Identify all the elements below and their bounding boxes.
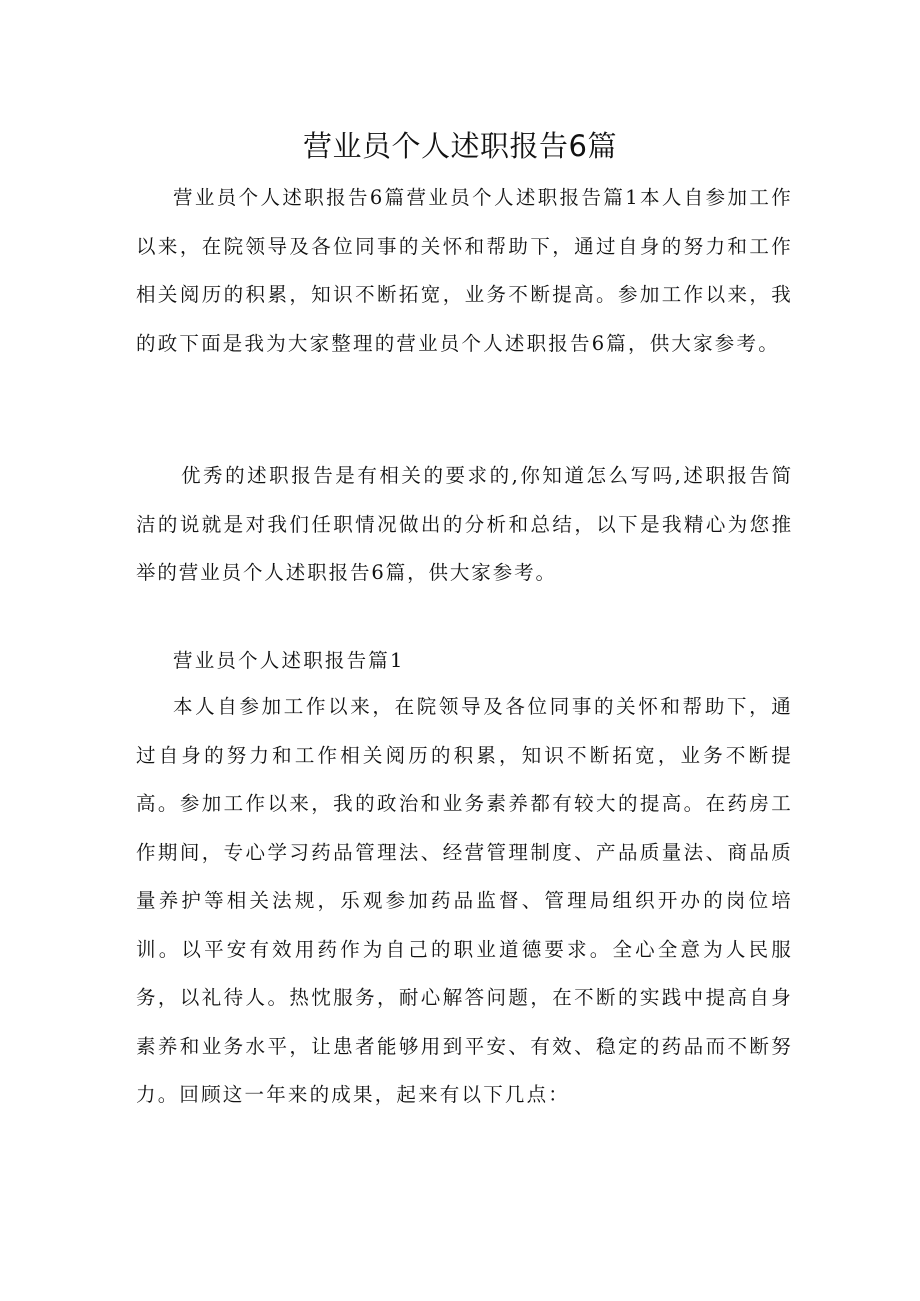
document-title: 营业员个人述职报告6篇 — [303, 129, 617, 163]
intro-paragraph: 营业员个人述职报告6篇营业员个人述职报告篇1本人自参加工作以来，在院领导及各位同事的关怀和帮助下，通过自身的努力和工作相关阅历的积累，知识不断拓宽，业务不断提高。参加工作以来，我的政下面是我为大家整理的营业员个人述职报告6篇，供大家参考。 — [136, 186, 793, 355]
section-heading: 营业员个人述职报告篇1 — [173, 649, 405, 672]
summary-paragraph: 优秀的述职报告是有相关的要求的,你知道怎么写吗,述职报告简洁的说就是对我们任职情况做出的分析和总结，以下是我精心为您推举的营业员个人述职报告6篇，供大家参考。 — [136, 464, 793, 584]
body-paragraph: 本人自参加工作以来，在院领导及各位同事的关怀和帮助下，通过自身的努力和工作相关阅历的积累，知识不断拓宽，业务不断提高。参加工作以来，我的政治和业务素养都有较大的提高。在药房工作期间，专心学习药品管理法、经营管理制度、产品质量法、商品质量养护等相关法规，乐观参加药品监督、管理局组织开办的岗位培训。以平安有效用药作为自己的职业道德要求。全心全意为人民服务，以礼待人。热忱服务，耐心解答问题，在不断的实践中提高自身素养和业务水平，让患者能够用到平安、有效、稳定的药品而不断努力。回顾这一年来的成果，起来有以下几点： — [136, 695, 793, 1106]
